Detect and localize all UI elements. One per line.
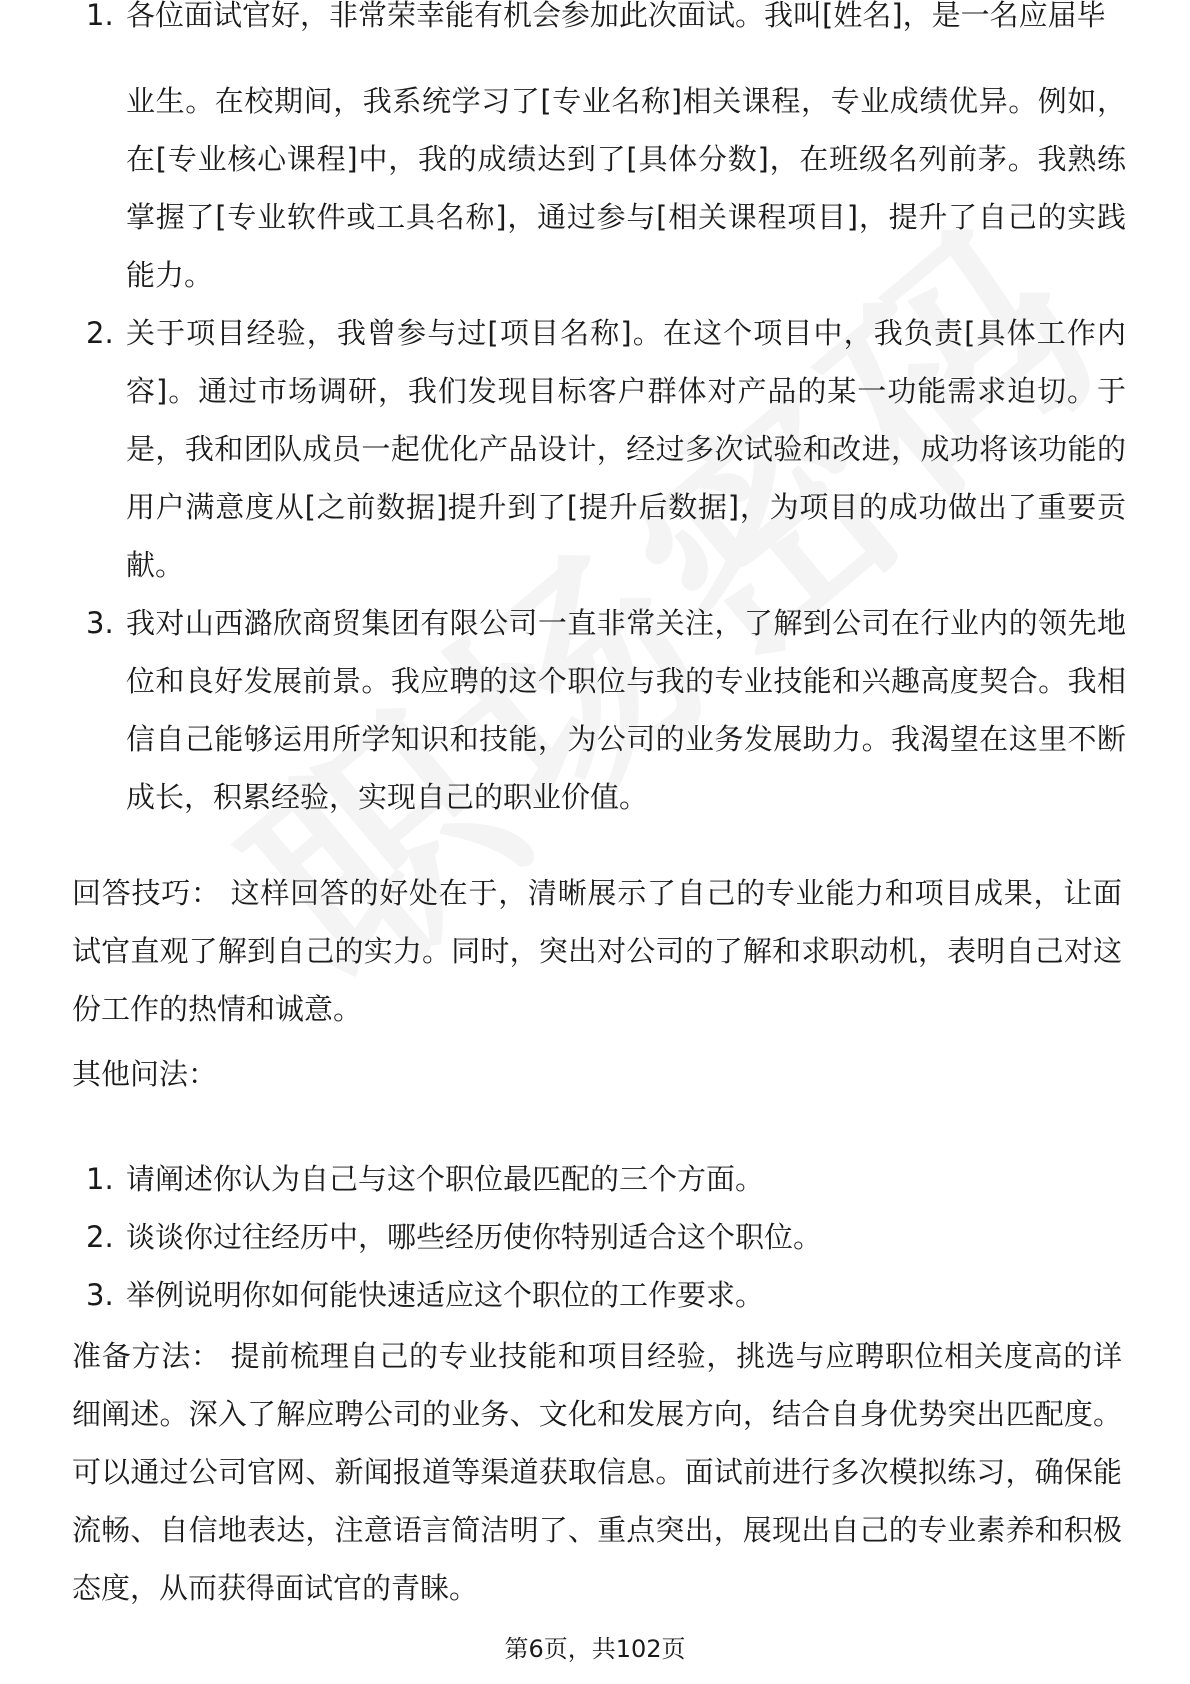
list-number: 1. <box>86 0 114 32</box>
list-item <box>86 72 1126 304</box>
list-number: 3. <box>86 1278 114 1312</box>
list-item-text: 业生。在校期间，我系统学习了[专业名称]相关课程，专业成绩优异。例如，在[专业核心课程]中，我的成绩达到了[具体分数]，在班级名列前茅。我熟练掌握了[专业软件或工具名称]，通过参与[相关课程项目]，提升了自己的实践能力。 <box>126 84 1126 292</box>
list-number: 2. <box>86 1220 114 1254</box>
list-item <box>86 304 1126 594</box>
list-item-text: 谈谈你过往经历中，哪些经历使你特别适合这个职位。 <box>126 1220 823 1254</box>
page-number-footer: 第6页，共102页 <box>504 1635 686 1663</box>
list-item-text: 各位面试官好，非常荣幸能有机会参加此次面试。我叫[姓名]，是一名应届毕 <box>126 0 1106 32</box>
list-number: 1. <box>86 1162 114 1196</box>
answer-tips-paragraph: 回答技巧： 这样回答的好处在于，清晰展示了自己的专业能力和项目成果，让面试官直观了解到自己的实力。同时，突出对公司的了解和求职动机，表明自己对这份工作的热情和诚意。 <box>72 876 1122 1026</box>
list-item-text: 举例说明你如何能快速适应这个职位的工作要求。 <box>126 1278 765 1312</box>
list-item <box>86 1266 1126 1324</box>
list-item <box>86 1150 1126 1208</box>
list-item <box>86 594 1126 826</box>
list-item-text: 我对山西潞欣商贸集团有限公司一直非常关注，了解到公司在行业内的领先地位和良好发展前景。我应聘的这个职位与我的专业技能和兴趣高度契合。我相信自己能够运用所学知识和技能，为公司的业务发展助力。我渴望在这里不断成长，积累经验，实现自己的职业价值。 <box>126 606 1126 814</box>
answer-list <box>86 72 1126 826</box>
cut-off-list-item <box>86 0 1126 44</box>
list-item-text: 请阐述你认为自己与这个职位最匹配的三个方面。 <box>126 1162 765 1196</box>
other-questions-heading: 其他问法： <box>72 1057 218 1091</box>
list-item <box>86 1208 1126 1266</box>
list-item-text: 关于项目经验，我曾参与过[项目名称]。在这个项目中，我负责[具体工作内容]。通过市场调研，我们发现目标客户群体对产品的某一功能需求迫切。于是，我和团队成员一起优化产品设计，经过多次试验和改进，成功将该功能的用户满意度从[之前数据]提升到了[提升后数据]，为项目的成功做出了重要贡献。 <box>126 316 1126 582</box>
preparation-method-paragraph: 准备方法： 提前梳理自己的专业技能和项目经验，挑选与应聘职位相关度高的详细阐述。深入了解应聘公司的业务、文化和发展方向，结合自身优势突出匹配度。可以通过公司官网、新闻报道等渠道获取信息。面试前进行多次模拟练习，确保能流畅、自信地表达，注意语言简洁明了、重点突出，展现出自己的专业素养和积极态度，从而获得面试官的青睐。 <box>72 1339 1122 1605</box>
other-questions-list <box>86 1150 1126 1324</box>
list-number: 3. <box>86 606 114 640</box>
list-number: 2. <box>86 316 114 350</box>
